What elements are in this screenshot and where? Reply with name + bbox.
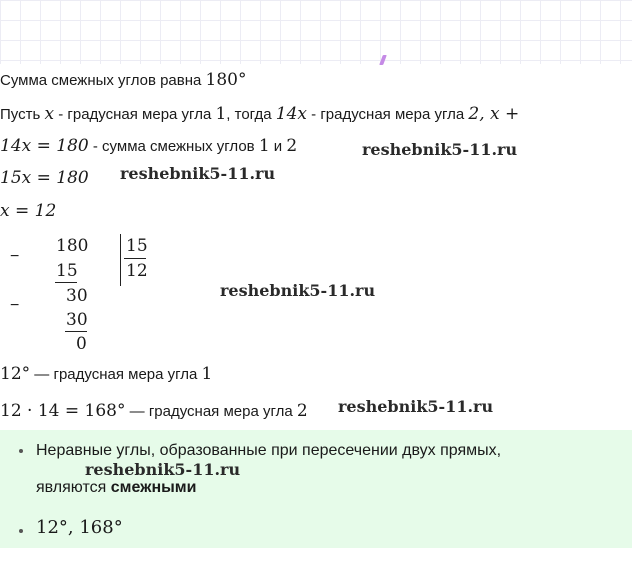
divisor-underline: [124, 258, 146, 259]
angle1-result: 12° — градусная мера угла 1: [0, 364, 213, 384]
answer-item-1-line2: являются смежными: [36, 479, 197, 496]
let-statement: Пусть x - градусная мера угла 1, тогда 14x - градусная мера угла 2, x +: [0, 104, 520, 124]
quotient: 12: [126, 261, 148, 281]
bullet: [19, 529, 23, 533]
angle2-result: 12 · 14 = 168° — градусная мера угла 2: [0, 401, 308, 421]
answer-item-1-line1: Неравные углы, образованные при пересечении двух прямых,: [36, 442, 502, 459]
watermark: reshebnik5-11.ru: [362, 140, 518, 159]
remainder-1: 30: [66, 286, 88, 306]
equation-x: x = 12: [0, 201, 57, 221]
grid-header: [0, 0, 632, 64]
subtrahend-1: 15: [56, 261, 78, 281]
underline: [55, 282, 77, 283]
bullet: [19, 449, 23, 453]
underline: [65, 331, 87, 332]
dividend: 180: [56, 236, 89, 256]
equation-15x: 15x = 180: [0, 168, 89, 188]
remainder-2: 0: [76, 334, 87, 354]
equation-line: 14x = 180 - сумма смежных углов 1 и 2: [0, 136, 298, 156]
division-bar: [120, 234, 121, 286]
minus-sign: −: [10, 248, 20, 265]
minus-sign: −: [10, 297, 20, 314]
watermark: reshebnik5-11.ru: [85, 460, 241, 479]
sum-statement: Сумма смежных углов равна 180°: [0, 70, 247, 90]
watermark: reshebnik5-11.ru: [120, 164, 276, 183]
watermark: reshebnik5-11.ru: [220, 281, 376, 300]
divisor: 15: [126, 236, 148, 256]
subtrahend-2: 30: [66, 310, 88, 330]
watermark: reshebnik5-11.ru: [338, 397, 494, 416]
answer-item-2: 12°, 168°: [36, 517, 123, 538]
